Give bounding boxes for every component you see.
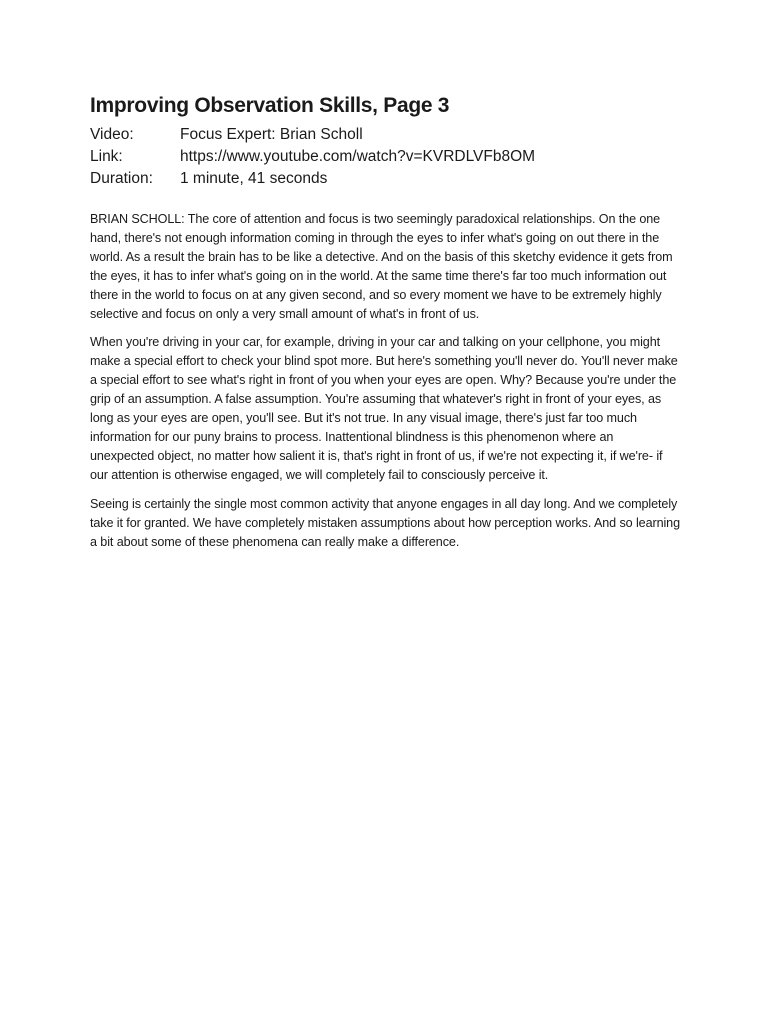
meta-label-link: Link: bbox=[90, 148, 123, 165]
page-title: Improving Observation Skills, Page 3 bbox=[90, 94, 450, 117]
video-duration: 1 minute, 41 seconds bbox=[180, 170, 328, 187]
meta-label-video: Video: bbox=[90, 126, 134, 143]
transcript-body bbox=[90, 210, 680, 551]
meta-row-video bbox=[90, 124, 680, 146]
meta-label-duration: Duration: bbox=[90, 170, 153, 187]
meta-row-link bbox=[90, 146, 680, 168]
transcript-paragraph-3: Seeing is certainly the single most common activity that anyone engages in all day long. And we completely take it for granted. We have completely mistaken assumptions about how perception works. And so learning a bit about some of these phenomena can really make a difference. bbox=[90, 496, 680, 549]
video-title: Focus Expert: Brian Scholl bbox=[180, 126, 363, 143]
video-link[interactable]: https://www.youtube.com/watch?v=KVRDLVFb8OM bbox=[180, 148, 536, 165]
transcript-paragraph-2: When you're driving in your car, for example, driving in your car and talking on your cellphone, you might make a special effort to check your blind spot more. But here's something you'll never do. You'll never make a special effort to see what's right in front of you when your eyes are open. Why? Because you're under the grip of an assumption. A false assumption. You're assuming that whatever's right in front of your eyes, as long as your eyes are open, you'll see. But it's not true. In any visual image, there's just far too much information for our puny brains to process. Inattentional blindness is this phenomenon where an unexpected object, no matter how salient it is, that's right in front of us, if we're not expecting it, if we're- if our attention is otherwise engaged, we will completely fail to consciously perceive it. bbox=[90, 335, 678, 482]
meta-row-duration bbox=[90, 168, 680, 190]
video-metadata bbox=[90, 124, 680, 190]
document-content bbox=[90, 92, 680, 561]
transcript-paragraph-1: BRIAN SCHOLL: The core of attention and focus is two seemingly paradoxical relationships. On the one hand, there's not enough information coming in through the eyes to infer what's going on out there in the world. As a result the brain has to be like a detective. And on the basis of this sketchy evidence it gets from the eyes, it has to infer what's going on in the world. At the same time there's far too much information out there in the world to focus on at any given second, and so every moment we have to be extremely highly selective and focus on only a very small amount of what's in front of us. bbox=[90, 212, 673, 321]
